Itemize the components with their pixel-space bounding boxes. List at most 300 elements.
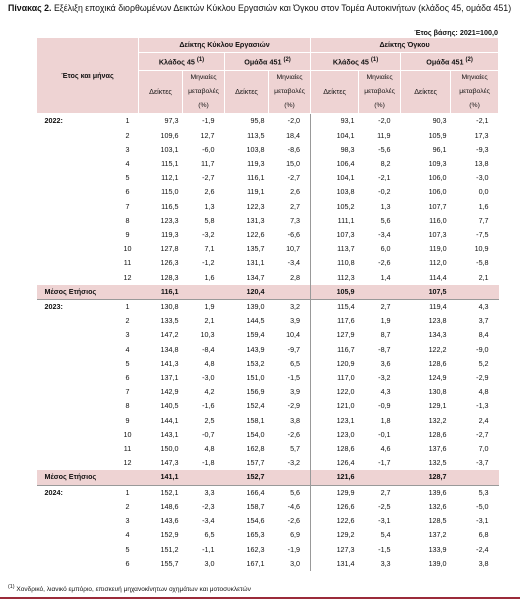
month-cell: 8	[125, 401, 130, 411]
header-index: Δείκτες	[225, 70, 269, 114]
header-volume-sector: Κλάδος 45 $^{(1)}$	[311, 53, 401, 71]
annual-average-label: Μέσος Ετήσιος	[37, 285, 139, 300]
index-cell: 158,1	[246, 415, 265, 425]
annual-average-row	[37, 285, 499, 300]
month-cell: 3	[125, 516, 130, 526]
average-cell	[269, 285, 311, 300]
change-cell: 3,8	[478, 558, 489, 568]
table-title-text: Εξέλιξη εποχικά διορθωμένων Δεικτών Κύκλου Εργασιών και Όγκου στον Τομέα Αυτοκινήτων (κλάδος 45, ομάδα 451)	[53, 3, 512, 13]
change-cell: -9,7	[287, 344, 301, 354]
change-cell: -2,1	[378, 173, 391, 183]
table-row	[37, 214, 499, 228]
index-cell: 123,8	[428, 316, 447, 326]
change-cell: 2,6	[290, 187, 301, 197]
index-cell: 162,8	[246, 444, 265, 454]
change-cell: -9,0	[476, 344, 489, 354]
index-cell: 143,6	[160, 516, 179, 526]
year-label	[37, 357, 117, 371]
index-cell: 129,9	[311, 485, 359, 500]
index-cell: 112,0	[429, 258, 447, 268]
index-cell: 119,4	[401, 300, 451, 315]
change-cell: 10,4	[286, 330, 301, 340]
index-cell: 106,4	[311, 157, 359, 171]
month-cell: 2	[125, 316, 130, 326]
index-cell: 112,1	[161, 173, 179, 183]
index-cell: 127,9	[311, 328, 359, 342]
change-cell: -2,7	[287, 173, 301, 183]
change-cell: -3,2	[202, 230, 215, 240]
index-cell: 144,1	[160, 415, 179, 425]
index-cell: 128,6	[311, 442, 359, 456]
change-cell: 6,5	[204, 530, 215, 540]
change-cell: -2,6	[378, 258, 391, 268]
index-cell: 104,1	[311, 129, 359, 143]
change-cell: -5,0	[476, 501, 489, 511]
change-cell: 13,8	[474, 159, 489, 169]
month-cell: 11	[123, 444, 132, 454]
index-cell: 130,8	[428, 387, 447, 397]
index-cell: 119,3	[247, 159, 265, 169]
change-cell: -3,4	[287, 258, 301, 268]
change-cell: -7,5	[476, 230, 489, 240]
index-cell: 157,7	[246, 458, 265, 468]
average-cell	[359, 285, 401, 300]
index-cell: 137,1	[160, 373, 179, 383]
table-row	[37, 228, 499, 242]
index-cell: 152,1	[139, 485, 183, 500]
index-cell: 144,5	[246, 316, 265, 326]
index-cell: 103,8	[246, 144, 265, 154]
change-cell: -8,6	[287, 144, 301, 154]
index-cell: 119,1	[247, 187, 265, 197]
change-cell: -2,7	[202, 173, 215, 183]
change-cell: 18,4	[286, 130, 301, 140]
table-row	[37, 171, 499, 185]
index-cell: 123,1	[311, 414, 359, 428]
table-row	[37, 357, 499, 371]
change-cell: 4,3	[380, 387, 391, 397]
change-cell: 5,7	[290, 444, 301, 454]
change-cell: -2,6	[287, 429, 301, 439]
index-cell: 122,6	[246, 230, 265, 240]
change-cell: -2,9	[287, 401, 301, 411]
index-cell: 134,7	[246, 272, 265, 282]
change-cell: -6,0	[202, 144, 215, 154]
footnote-sup: (1)	[8, 584, 15, 590]
month-cell: 3	[125, 144, 130, 154]
change-cell: 2,8	[290, 272, 301, 282]
month-cell: 1	[117, 485, 139, 500]
index-cell: 127,8	[160, 244, 179, 254]
average-cell	[451, 470, 499, 485]
average-cell	[451, 285, 499, 300]
year-label	[37, 543, 117, 557]
header-turnover-group: Ομάδα 451 $^{(2)}$	[225, 53, 311, 71]
index-cell: 126,6	[311, 500, 359, 514]
change-cell: 5,6	[380, 215, 391, 225]
index-cell: 109,6	[160, 130, 179, 140]
index-cell: 119,3	[161, 230, 179, 240]
index-cell: 151,0	[246, 373, 265, 383]
change-cell: 2,7	[359, 485, 401, 500]
average-cell: 105,9	[311, 285, 359, 300]
index-cell: 109,3	[428, 159, 447, 169]
index-cell: 116,7	[311, 343, 359, 357]
change-cell: -2,4	[476, 544, 489, 554]
month-cell: 8	[125, 215, 130, 225]
change-cell: -2,3	[202, 501, 215, 511]
index-cell: 123,0	[311, 428, 359, 442]
month-cell: 4	[125, 530, 130, 540]
change-cell: -3,2	[378, 373, 391, 383]
index-cell: 128,6	[428, 358, 447, 368]
change-cell: 7,0	[478, 444, 489, 454]
index-cell: 95,8	[250, 116, 265, 126]
year-label	[37, 143, 117, 157]
change-cell: -9,3	[476, 144, 489, 154]
month-cell: 5	[125, 358, 130, 368]
index-cell: 140,5	[160, 401, 179, 411]
change-cell: 4,8	[204, 358, 215, 368]
change-cell: 3,7	[478, 316, 489, 326]
change-cell: -1,9	[287, 544, 301, 554]
header-row-1	[37, 38, 499, 53]
index-cell: 142,9	[160, 387, 179, 397]
index-cell: 107,3	[311, 228, 359, 242]
change-cell: 6,8	[478, 530, 489, 540]
table-title-label: Πίνακας 2.	[8, 3, 52, 13]
change-cell: 3,0	[290, 558, 301, 568]
change-cell: -2,1	[476, 116, 489, 126]
change-cell: -1,8	[202, 458, 215, 468]
index-cell: 105,2	[311, 200, 359, 214]
month-cell: 6	[125, 187, 130, 197]
change-cell: 11,7	[201, 159, 215, 169]
index-cell: 98,3	[311, 143, 359, 157]
change-cell: 2,1	[204, 316, 215, 326]
year-label: 2022:	[44, 116, 63, 126]
index-cell: 116,0	[429, 215, 447, 225]
table-row	[37, 456, 499, 470]
change-cell: 2,5	[204, 415, 215, 425]
index-cell: 105,9	[428, 130, 447, 140]
change-cell: -1,1	[202, 544, 215, 554]
footnote-text: Χονδρικό, λιανικό εμπόριο, επισκευή μηχανοκίνητων οχημάτων και μοτοσυκλετών	[16, 586, 251, 594]
change-cell: -6,6	[287, 230, 301, 240]
change-cell: -3,1	[378, 516, 391, 526]
change-cell: 12,7	[200, 130, 215, 140]
change-cell: 4,2	[204, 387, 215, 397]
header-change: Μηνιαίες μεταβολές (%)	[183, 70, 225, 114]
change-cell: 0,0	[478, 187, 489, 197]
change-cell: 1,8	[380, 415, 391, 425]
table-row	[37, 271, 499, 285]
index-cell: 132,2	[428, 415, 447, 425]
table-title	[8, 3, 511, 13]
header-year-month: Έτος και μήνας	[37, 38, 139, 114]
year-label	[37, 500, 117, 514]
change-cell: -2,5	[378, 501, 391, 511]
change-cell: 3,3	[380, 558, 391, 568]
year-label	[37, 456, 117, 470]
month-cell: 9	[125, 415, 130, 425]
change-cell: 6,9	[290, 530, 301, 540]
change-cell: -0,7	[202, 429, 215, 439]
year-label	[37, 528, 117, 542]
index-cell: 148,6	[160, 501, 179, 511]
table-row	[37, 500, 499, 514]
header-volume-group: Ομάδα 451 $^{(2)}$	[401, 53, 499, 71]
index-cell: 167,1	[246, 558, 265, 568]
change-cell: 5,4	[380, 530, 391, 540]
change-cell: -1,5	[378, 544, 391, 554]
month-cell: 3	[125, 330, 130, 340]
index-cell: 166,4	[225, 485, 269, 500]
index-cell: 133,5	[160, 316, 179, 326]
change-cell: 3,9	[290, 316, 301, 326]
table-row	[37, 256, 499, 270]
change-cell: 5,6	[269, 485, 311, 500]
change-cell: 1,4	[380, 272, 391, 282]
table-row	[37, 300, 499, 315]
index-cell: 119,0	[429, 244, 447, 254]
index-cell: 104,1	[311, 171, 359, 185]
change-cell: -2,0	[378, 116, 391, 126]
index-cell: 116,1	[247, 173, 265, 183]
year-label	[37, 428, 117, 442]
header-index: Δείκτες	[311, 70, 359, 114]
index-cell: 96,1	[432, 144, 447, 154]
month-cell: 12	[123, 458, 132, 468]
index-cell: 124,9	[428, 373, 447, 383]
table-row	[37, 242, 499, 256]
index-cell: 97,3	[164, 116, 179, 126]
change-cell: 1,6	[204, 272, 215, 282]
index-cell: 122,2	[428, 344, 447, 354]
index-cell: 137,2	[428, 530, 447, 540]
change-cell: 5,2	[478, 358, 489, 368]
annual-average-label: Μέσος Ετήσιος	[37, 470, 139, 485]
index-cell: 103,8	[311, 185, 359, 199]
year-label: 2024:	[37, 485, 117, 500]
change-cell: -3,0	[202, 373, 215, 383]
change-cell: 15,0	[286, 159, 301, 169]
index-cell: 103,1	[160, 144, 179, 154]
year-label	[37, 514, 117, 528]
change-cell: -0,1	[378, 429, 391, 439]
average-cell: 107,5	[401, 285, 451, 300]
change-cell: 2,7	[359, 300, 401, 315]
year-label	[37, 271, 117, 285]
year-label	[37, 557, 117, 571]
average-cell: 141,1	[139, 470, 183, 485]
index-cell: 122,3	[246, 201, 265, 211]
change-cell: -1,6	[202, 401, 215, 411]
change-cell: 1,9	[183, 300, 225, 315]
index-cell: 93,1	[311, 114, 359, 129]
bottom-rule	[0, 597, 520, 599]
header-index: Δείκτες	[401, 70, 451, 114]
index-cell: 135,7	[246, 244, 265, 254]
annual-average-row	[37, 470, 499, 485]
change-cell: -2,0	[287, 116, 301, 126]
month-cell: 10	[123, 429, 132, 439]
month-cell: 11	[123, 258, 132, 268]
change-cell: 17,3	[474, 130, 489, 140]
index-cell: 139,0	[225, 300, 269, 315]
header-change: Μηνιαίες μεταβολές (%)	[359, 70, 401, 114]
index-cell: 106,0	[428, 187, 447, 197]
index-cell: 126,4	[311, 456, 359, 470]
month-cell: 7	[125, 201, 130, 211]
change-cell: -8,4	[202, 344, 215, 354]
index-cell: 159,4	[246, 330, 265, 340]
header-change: Μηνιαίες μεταβολές (%)	[269, 70, 311, 114]
change-cell: -2,6	[287, 516, 301, 526]
change-cell: 3,9	[290, 387, 301, 397]
table-row	[37, 343, 499, 357]
index-cell: 162,3	[246, 544, 265, 554]
index-cell: 129,2	[311, 528, 359, 542]
index-cell: 134,3	[428, 330, 447, 340]
index-cell: 113,5	[247, 130, 265, 140]
month-cell: 4	[125, 159, 130, 169]
change-cell: 6,5	[290, 358, 301, 368]
year-label	[37, 399, 117, 413]
change-cell: -2,9	[476, 373, 489, 383]
table-row	[37, 129, 499, 143]
table-row	[37, 528, 499, 542]
change-cell: 2,1	[478, 272, 489, 282]
index-cell: 107,7	[428, 201, 447, 211]
year-label: 2023:	[37, 300, 117, 315]
index-cell: 143,1	[160, 429, 179, 439]
table-row	[37, 485, 499, 500]
index-cell: 133,9	[428, 544, 447, 554]
year-label	[37, 343, 117, 357]
index-cell: 111,1	[311, 214, 359, 228]
change-cell: 10,9	[474, 244, 489, 254]
change-cell: -1,2	[202, 258, 215, 268]
change-cell: -8,7	[378, 344, 391, 354]
table-row	[37, 157, 499, 171]
month-cell: 9	[125, 230, 130, 240]
year-label	[37, 442, 117, 456]
change-cell: 7,7	[478, 215, 489, 225]
index-cell: 122,0	[311, 385, 359, 399]
index-cell: 154,6	[246, 516, 265, 526]
table-row	[37, 543, 499, 557]
index-cell: 90,3	[432, 116, 447, 126]
indices-table	[36, 37, 499, 571]
index-cell: 117,0	[311, 371, 359, 385]
average-cell: 120,4	[225, 285, 269, 300]
index-cell: 128,5	[428, 516, 447, 526]
change-cell: 8,7	[380, 330, 391, 340]
change-cell: -3,1	[476, 516, 489, 526]
change-cell: 10,7	[286, 244, 301, 254]
index-cell: 165,3	[246, 530, 265, 540]
change-cell: 2,6	[204, 187, 215, 197]
change-cell: 7,3	[290, 215, 301, 225]
index-cell: 120,9	[311, 357, 359, 371]
change-cell: 5,8	[204, 215, 215, 225]
average-cell	[359, 470, 401, 485]
month-cell: 5	[125, 173, 130, 183]
index-cell: 116,5	[161, 201, 179, 211]
table-row	[37, 200, 499, 214]
table-row	[37, 442, 499, 456]
footnote	[8, 584, 251, 593]
change-cell: -1,7	[378, 458, 391, 468]
index-cell: 127,3	[311, 543, 359, 557]
change-cell: 6,0	[380, 244, 391, 254]
index-cell: 131,4	[311, 557, 359, 571]
month-cell: 2	[125, 130, 130, 140]
index-cell: 106,0	[428, 173, 447, 183]
change-cell: 1,3	[380, 201, 391, 211]
table-row	[37, 385, 499, 399]
index-cell: 129,1	[428, 401, 447, 411]
average-cell: 152,7	[225, 470, 269, 485]
change-cell: -3,2	[287, 458, 301, 468]
change-cell: 8,4	[478, 330, 489, 340]
index-cell: 115,0	[161, 187, 179, 197]
change-cell: 4,6	[380, 444, 391, 454]
index-cell: 139,6	[401, 485, 451, 500]
index-cell: 141,3	[160, 358, 179, 368]
index-cell: 154,0	[246, 429, 265, 439]
average-cell	[183, 470, 225, 485]
change-cell: -4,6	[287, 501, 301, 511]
index-cell: 131,3	[246, 215, 265, 225]
year-label	[37, 157, 117, 171]
table-row	[37, 185, 499, 199]
index-cell: 115,4	[311, 300, 359, 315]
year-label	[37, 242, 117, 256]
index-cell: 107,3	[428, 230, 447, 240]
month-cell: 10	[123, 244, 132, 254]
change-cell: -1,5	[287, 373, 301, 383]
index-cell: 158,7	[246, 501, 265, 511]
index-cell: 128,3	[160, 272, 179, 282]
change-cell: 10,3	[200, 330, 215, 340]
change-cell: -3,4	[378, 230, 391, 240]
index-cell: 115,1	[161, 159, 179, 169]
year-label	[37, 371, 117, 385]
change-cell: -3,0	[476, 173, 489, 183]
index-cell: 113,7	[311, 242, 359, 256]
index-cell: 152,9	[160, 530, 179, 540]
change-cell: 4,8	[478, 387, 489, 397]
index-cell: 112,3	[311, 271, 359, 285]
index-cell: 128,6	[428, 429, 447, 439]
month-cell: 6	[125, 373, 130, 383]
table-row	[37, 399, 499, 413]
header-volume: Δείκτης Όγκου	[311, 38, 499, 53]
change-cell: 5,3	[451, 485, 499, 500]
month-cell: 1	[117, 300, 139, 315]
change-cell: 2,4	[478, 415, 489, 425]
year-label	[37, 129, 117, 143]
index-cell: 123,3	[160, 215, 179, 225]
average-cell: 128,7	[401, 470, 451, 485]
change-cell: -3,4	[202, 516, 215, 526]
year-label	[37, 185, 117, 199]
year-label	[37, 228, 117, 242]
year-label	[37, 200, 117, 214]
change-cell: -5,6	[378, 144, 391, 154]
